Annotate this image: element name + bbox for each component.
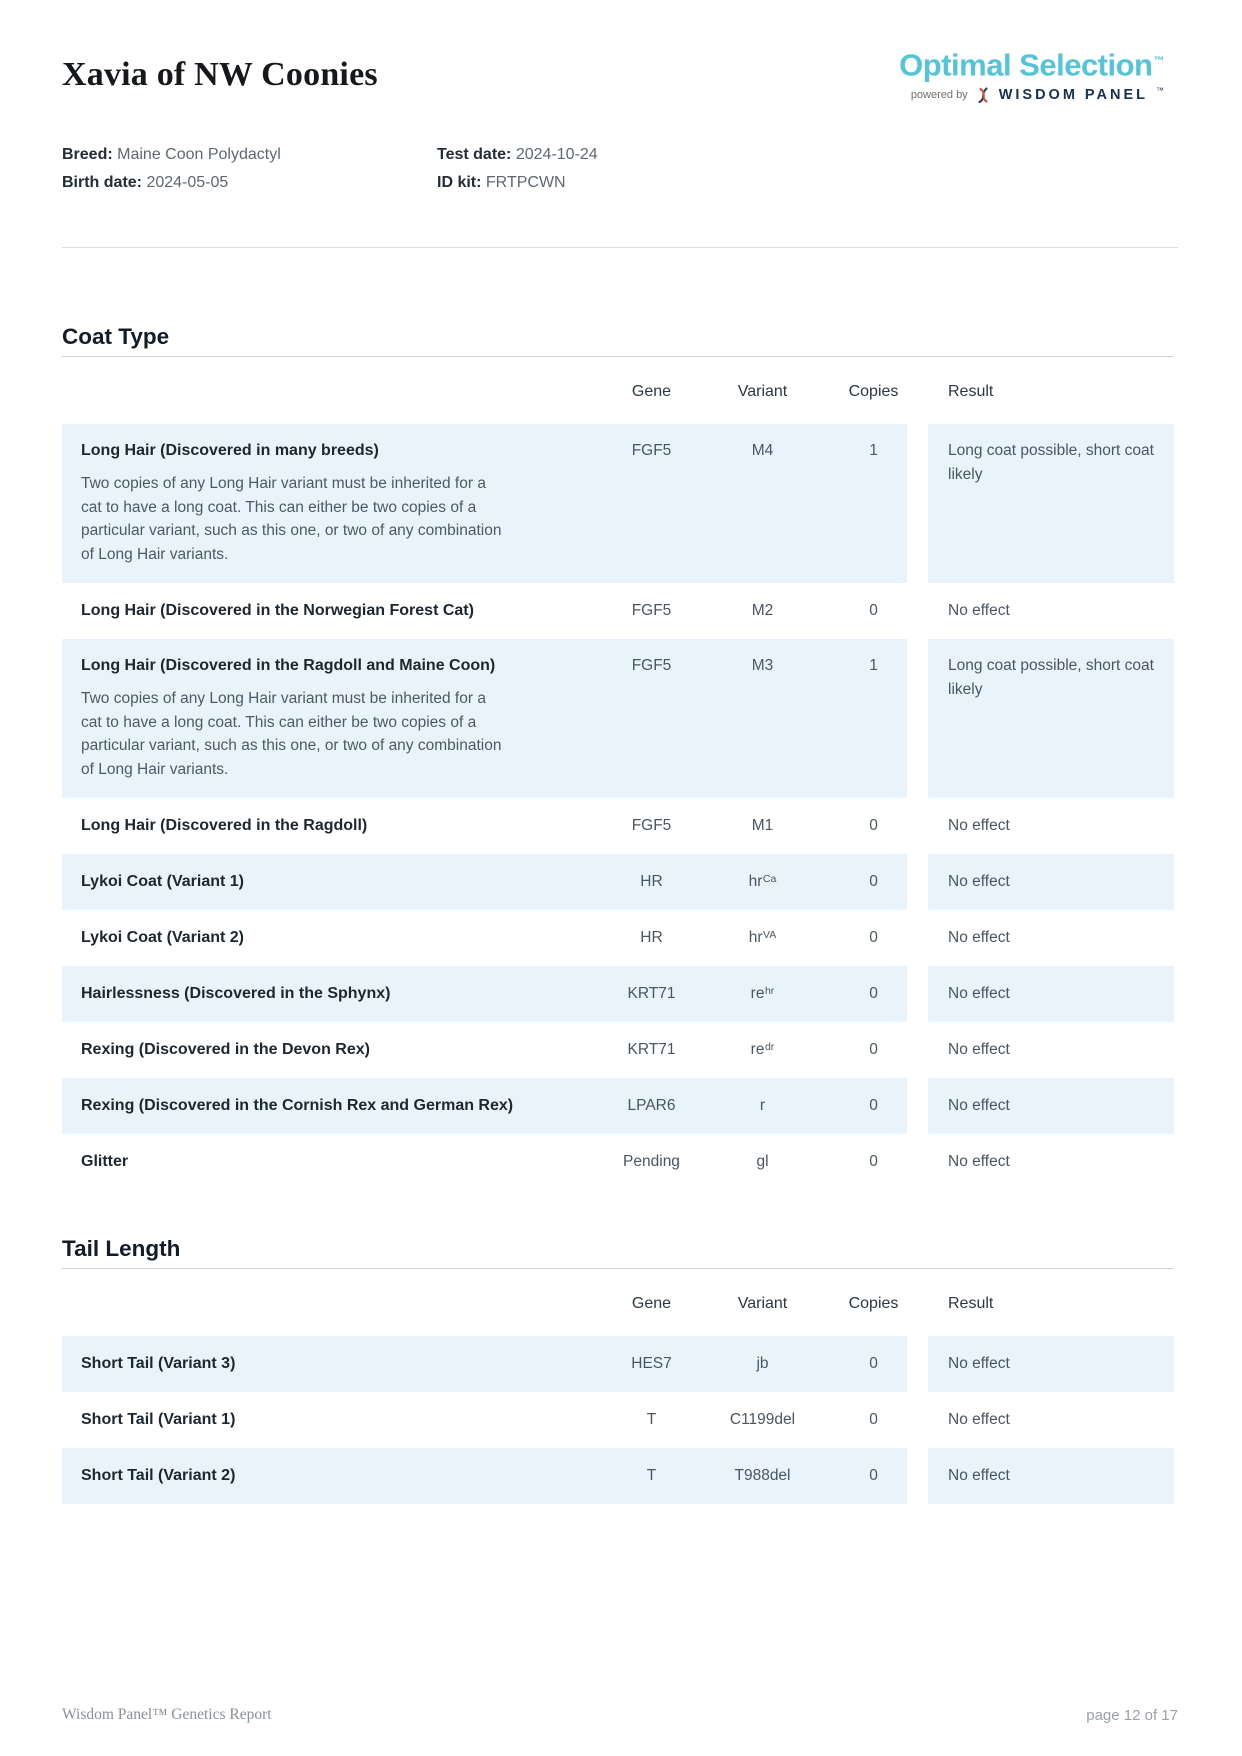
section-rule: [62, 1268, 1174, 1269]
trait-name: Long Hair (Discovered in the Norwegian Forest Cat): [81, 602, 474, 619]
birth-date-value: 2024-05-05: [146, 173, 229, 191]
variant-superscript: Ca: [762, 872, 777, 885]
variant-cell: [707, 873, 818, 891]
pet-info-left: [62, 141, 281, 196]
trait-description: Two copies of any Long Hair variant must be inherited for a cat to have a long coat. This can either be two copies of a particular variant, such as this one, or two of any combination of Long Hair variants.: [81, 690, 502, 778]
gene-cell: T: [646, 1467, 657, 1484]
coat-type-section: [62, 322, 1174, 1190]
trait-name: Lykoi Coat (Variant 1): [81, 873, 244, 890]
breed-label: Breed:: [62, 146, 113, 163]
table-row: [62, 1022, 1174, 1078]
variant-value: hr: [748, 873, 763, 890]
copies-cell: 0: [869, 1153, 878, 1170]
column-header-result: Result: [948, 383, 994, 400]
variant-value: M2: [751, 602, 774, 619]
breed-line: [62, 141, 281, 169]
copies-cell: 0: [869, 929, 878, 946]
section-title: Coat Type: [62, 324, 170, 349]
section-title: Tail Length: [62, 1236, 181, 1261]
trait-cell: [62, 929, 596, 947]
test-date-line: [437, 141, 598, 169]
variant-value: M4: [751, 442, 774, 459]
copies-cell: 0: [869, 1467, 878, 1484]
footer-page-number: page 12 of 17: [1086, 1707, 1178, 1724]
trait-cell: [62, 985, 596, 1003]
trait-name: Long Hair (Discovered in the Ragdoll and Maine Coon): [81, 657, 496, 674]
variant-superscript: dr: [764, 1040, 775, 1053]
trait-cell: [62, 602, 596, 620]
copies-cell: 0: [869, 1041, 878, 1058]
table-header-row: [62, 1292, 1174, 1316]
variant-value: M3: [751, 657, 774, 674]
birth-date-line: [62, 169, 281, 197]
gene-cell: HR: [640, 929, 663, 946]
trait-name: Long Hair (Discovered in the Ragdoll): [81, 817, 368, 834]
column-gap-stripe: [907, 1336, 928, 1504]
variant-value: C1199del: [729, 1411, 796, 1428]
table-row: [62, 1392, 1174, 1448]
brand-name: Optimal Selection: [899, 47, 1153, 83]
trait-name: Hairlessness (Discovered in the Sphynx): [81, 985, 391, 1002]
trait-cell: [62, 817, 596, 835]
variant-value: re: [750, 1041, 765, 1058]
copies-cell: 0: [869, 1097, 878, 1114]
id-kit-line: [437, 169, 598, 197]
table-row: [62, 966, 1174, 1022]
trait-cell: [62, 439, 596, 566]
trait-name: Short Tail (Variant 1): [81, 1411, 236, 1428]
table-body: [62, 1336, 1174, 1504]
trait-cell: [62, 1355, 596, 1373]
gene-cell: Pending: [623, 1153, 680, 1170]
variant-cell: [707, 1097, 818, 1115]
result-cell: No effect: [948, 1467, 1010, 1485]
trait-name: Short Tail (Variant 3): [81, 1355, 236, 1372]
variant-value: gl: [756, 1153, 769, 1170]
trademark-symbol: ™: [1153, 55, 1164, 67]
trait-name: Rexing (Discovered in the Cornish Rex and German Rex): [81, 1097, 514, 1114]
result-cell: No effect: [948, 1097, 1010, 1115]
column-header-result: Result: [948, 1295, 994, 1312]
trait-name: Lykoi Coat (Variant 2): [81, 929, 244, 946]
id-kit-value: FRTPCWN: [485, 173, 566, 191]
page-title: Xavia of NW Coonies: [62, 56, 378, 93]
table-row: [62, 1336, 1174, 1392]
tail-length-section: [62, 1234, 1174, 1504]
copies-cell: 1: [869, 657, 878, 674]
gene-cell: FGF5: [631, 442, 672, 459]
table-row: [62, 583, 1174, 639]
result-cell: No effect: [948, 1041, 1010, 1059]
birth-date-label: Birth date:: [62, 173, 142, 191]
variant-cell: [707, 1467, 818, 1485]
variant-superscript: VA: [763, 928, 777, 941]
optimal-selection-wordmark: [899, 44, 1164, 82]
result-cell: No effect: [948, 1355, 1010, 1373]
gene-cell: FGF5: [631, 817, 672, 834]
result-cell: No effect: [948, 929, 1010, 947]
trait-name: Long Hair (Discovered in many breeds): [81, 442, 379, 459]
variant-value: T988del: [734, 1467, 791, 1484]
gene-cell: KRT71: [627, 1041, 676, 1058]
gene-cell: KRT71: [627, 985, 676, 1002]
table-row: [62, 1078, 1174, 1134]
test-date-value: 2024-10-24: [515, 146, 598, 163]
variant-cell: [707, 1355, 818, 1373]
table-row: [62, 424, 1174, 583]
variant-value: re: [750, 985, 765, 1002]
copies-cell: 0: [869, 873, 878, 890]
table-body: [62, 424, 1174, 1190]
copies-cell: 0: [869, 1411, 878, 1428]
trait-name: Short Tail (Variant 2): [81, 1467, 236, 1484]
variant-value: M1: [751, 817, 774, 834]
trait-cell: [62, 1041, 596, 1059]
variant-cell: [707, 1041, 818, 1059]
column-header-variant: Variant: [737, 383, 788, 400]
variant-cell: [707, 985, 818, 1003]
gene-cell: FGF5: [631, 657, 672, 674]
section-rule: [62, 356, 1174, 357]
table-row: [62, 1134, 1174, 1190]
variant-value: jb: [756, 1355, 769, 1372]
trait-cell: [62, 654, 596, 781]
header-divider: [62, 247, 1178, 248]
copies-cell: 0: [869, 1355, 878, 1372]
trait-name: Glitter: [81, 1153, 129, 1170]
result-cell: No effect: [948, 1153, 1010, 1171]
variant-value: hr: [748, 929, 763, 946]
copies-cell: 0: [869, 985, 878, 1002]
column-header-gene: Gene: [631, 383, 672, 400]
column-header-copies: Copies: [848, 383, 899, 400]
copies-cell: 0: [869, 602, 878, 619]
result-cell: No effect: [948, 602, 1010, 620]
result-cell: No effect: [948, 817, 1010, 835]
variant-cell: [707, 1153, 818, 1171]
table-row: [62, 910, 1174, 966]
powered-by-row: [899, 86, 1164, 103]
breed-value: Maine Coon Polydactyl: [117, 146, 281, 163]
gene-cell: T: [646, 1411, 657, 1428]
variant-cell: [707, 602, 818, 620]
brand-logo: [899, 44, 1164, 103]
table-row: [62, 854, 1174, 910]
trait-cell: [62, 873, 596, 891]
variant-superscript: hr: [764, 984, 775, 997]
table-header-row: [62, 380, 1174, 404]
trait-cell: [62, 1097, 596, 1115]
variant-cell: [707, 817, 818, 835]
result-cell: No effect: [948, 985, 1010, 1003]
trait-name: Rexing (Discovered in the Devon Rex): [81, 1041, 370, 1058]
column-header-gene: Gene: [631, 1295, 672, 1312]
gene-cell: HR: [640, 873, 663, 890]
gene-cell: LPAR6: [627, 1097, 676, 1114]
variant-value: r: [759, 1097, 766, 1114]
trait-cell: [62, 1411, 596, 1429]
column-header-copies: Copies: [848, 1295, 899, 1312]
trademark-symbol: ™: [1156, 86, 1164, 96]
variant-cell: [707, 654, 818, 678]
copies-cell: 0: [869, 817, 878, 834]
result-cell: No effect: [948, 1411, 1010, 1429]
table-row: [62, 639, 1174, 798]
gene-cell: FGF5: [631, 602, 672, 619]
column-gap-stripe: [907, 424, 928, 1190]
result-cell: No effect: [948, 873, 1010, 891]
result-cell: Long coat possible, short coat likely: [948, 442, 1154, 483]
result-cell: Long coat possible, short coat likely: [948, 657, 1154, 698]
copies-cell: 1: [869, 442, 878, 459]
variant-cell: [707, 439, 818, 463]
dna-helix-icon: [976, 86, 991, 103]
variant-cell: [707, 1411, 818, 1429]
table-row: [62, 1448, 1174, 1504]
gene-cell: HES7: [631, 1355, 672, 1372]
id-kit-label: ID kit:: [437, 173, 482, 191]
wisdom-panel-wordmark: WISDOM PANEL: [998, 86, 1148, 103]
trait-description: Two copies of any Long Hair variant must be inherited for a cat to have a long coat. This can either be two copies of a particular variant, such as this one, or two of any combination of Long Hair variants.: [81, 475, 502, 563]
test-date-label: Test date:: [437, 146, 512, 163]
trait-cell: [62, 1153, 596, 1171]
column-header-variant: Variant: [737, 1295, 788, 1312]
powered-by-label: powered by: [910, 88, 968, 101]
trait-cell: [62, 1467, 596, 1485]
pet-info-right: [437, 141, 598, 196]
variant-cell: [707, 929, 818, 947]
footer-report-name: Wisdom Panel™ Genetics Report: [62, 1706, 272, 1723]
table-row: [62, 798, 1174, 854]
